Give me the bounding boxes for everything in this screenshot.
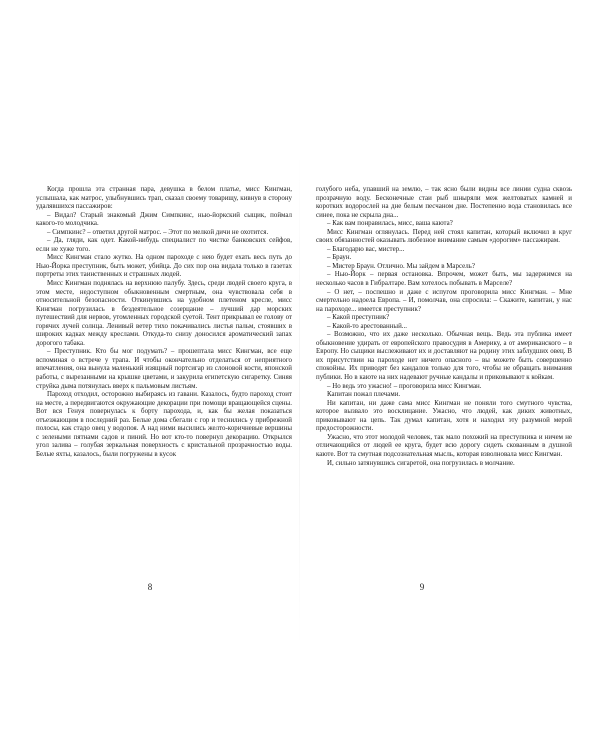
paragraph: Ни капитан, ни даже сама мисс Кингман не поняли того смутного чувства, которое вызвало это восклицание. Ужасно, что людей, как диких животных, приковывают на цепь. Так думал капитан, хотя и находил эту разумной мерой предосторожности. <box>316 399 572 433</box>
page-number: 9 <box>419 582 425 592</box>
paragraph: – Нью-Йорк – первая остановка. Впрочем, может быть, мы задержимся на несколько часов в Гибралтаре. Вам хотелось побывать в Марселе? <box>316 271 572 288</box>
paragraph: – Симпкинс? – ответил другой матрос. – Этот по мелкой дичи не охотится. <box>47 228 269 236</box>
paragraph: Ужасно, что этот молодой человек, так мало похожий на преступника и ничем не отличающийся от людей ее круга, будет всю дорогу сидеть скованным в душной каюте. Вот та смутная подсознательная мысль, которая взволновала мисс Кингман. <box>316 433 572 458</box>
paragraph: Мисс Кингман стало жутко. На одном пароходе с нею будет ехать весь путь до Нью-Йорка преступник, быть может, убийца. До сих пор она видала только в газетах портреты этих таинственных и страшных людей. <box>36 254 292 279</box>
paragraph: – Какой-то арестованный... <box>327 322 408 330</box>
book-gutter <box>299 150 300 650</box>
paragraph: голубого неба, упавший на землю, – так ясно были видны все линии судна сквозь прозрачную воду. Бесконечные стаи рыб шныряли меж желтоватых камней и коротких водорослей на дне белым песчаном дне. Постепенно вода становилась все синее, пока не скрыла дна... <box>316 186 572 219</box>
paragraph: – Возможно, что их даже несколько. Обычная вещь. Ведь эта публика имеет обыкновение удирать от европейского правосудия в Америку, а от американского – в Европу. Но сыщики выслеживают их и доставляют на родину этих заблудших овец. В их присутствии на пароходе нет ничего опасного – вы можете быть совершенно спокойны. Их приводят без кандалов только для того, чтобы не обращать внимания публики. Но в каюте на них надевают ручные кандалы и приковывают к койкам. <box>316 331 572 382</box>
right-page <box>316 186 572 468</box>
paragraph: – О нет, – поспешно и даже с испугом проговорила мисс Кингман. – Мне смертельно надоела Европа. – И, помолчав, она спросила: – Скажите, капитан, у нас на пароходе... имеется преступник? <box>316 288 572 313</box>
paragraph: Мисс Кингман оглянулась. Перед ней стоял капитан, который включил в круг своих обязанностей оказывать любезное внимание самым «дорогим» пассажирам. <box>316 228 572 245</box>
left-page <box>36 186 292 460</box>
paragraph: – Да, гляди, как одет. Какой-нибудь специалист по чистке банковских сейфов, если не хуже того. <box>36 237 292 253</box>
paragraph: – Но ведь это ужасно! – проговорила мисс Кингман. <box>327 382 482 390</box>
page-number: 8 <box>147 582 153 592</box>
paragraph: Мисс Кингман поднялась на верхнюю палубу. Здесь, среди людей своего круга, в этом месте, недоступном обыкновенным смертным, она чувствовала себя в относительной безопасности. Откинувшись на удобном плетеном кресле, мисс Кингман погрузилась в бездеятельное созерцание – лучший дар морских путешествий для нервов, утомленных городской суетой. Тент прикрывал ее голову от горячих лучей солнца. Ленивый ветер тихо покачивались листья пальм, стоявших в широких кадках между креслами. Откуда-то снизу доносился ароматический запах дорогого табака. <box>36 280 292 347</box>
paragraph: – Браун. <box>327 254 352 262</box>
paragraph: – Видал? Старый знакомый Джим Симпкинс, нью-йоркский сыщик, поймал какого-то молодчика. <box>36 211 292 228</box>
paragraph: – Мистер Браун. Отлично. Мы зайдем в Марсель? <box>327 262 475 270</box>
paragraph: Когда прошла эта странная пара, девушка в белом платье, мисс Кингман, услышала, как матрос, улыбнувшись трап, сказал своему товарищу, кивнув в сторону удалявшихся пассажиров: <box>36 186 292 211</box>
paragraph: – Благодарю вас, мистер... <box>327 245 405 253</box>
paragraph: – Как вам понравилась, мисс, ваша каюта? <box>327 220 453 228</box>
paragraph: – Преступник. Кто бы мог подумать? – прошептала мисс Кингман, все еще вспоминая о встрече у трапа. И чтобы окончательно отделаться от неприятного впечатления, она вынула маленький изящный портсигар из слоновой кости, японской работы, с вырезанными на крышке цветами, и закурила египетскую сигаретку. Синяя струйка дыма потянулась вверх к пальмовым листьям. <box>36 348 292 390</box>
paragraph: И, сильно затянувшись сигаретой, она погрузилась в молчание. <box>327 459 515 467</box>
paragraph: Пароход отходил, осторожно выбираясь из гавани. Казалось, будто пароход стоит на месте, а передвигаются окружающие декорации при помощи вращающейся сцены. Вот вся Генуя повернулась к борту парохода, и, как бы желая показаться отъезжающим в последний раз. Белые дома сбегали с гор и теснились у прибрежной полосы, как стадо овец у водопоя. А над ними высились желто-коричневые вершины с зелеными пятнами садов и пиний. Но вот кто-то повернул декорацию. Открылся угол залива – голубая зеркальная поверхность с кристальной прозрачностью воды. Белые яхты, казалось, были погружены в кусок <box>36 391 292 458</box>
paragraph: Капитан пожал плечами. <box>327 391 401 399</box>
paragraph: – Какой преступник? <box>327 314 390 322</box>
